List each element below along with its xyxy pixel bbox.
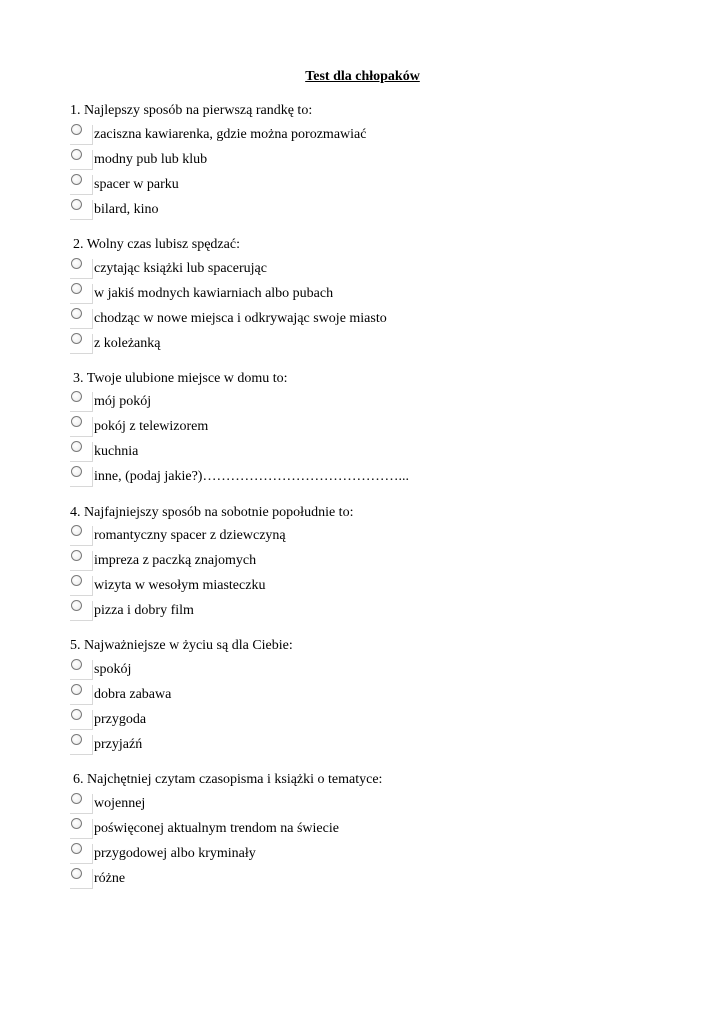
radio-button-icon[interactable] bbox=[70, 390, 92, 412]
option-label: przyjaźń bbox=[94, 737, 143, 752]
option-label: spokój bbox=[94, 662, 132, 677]
q1-option-4[interactable] bbox=[70, 196, 670, 220]
option-label: romantyczny spacer z dziewczyną bbox=[94, 528, 286, 543]
option-label: impreza z paczką znajomych bbox=[94, 553, 257, 568]
radio-button-icon[interactable] bbox=[70, 708, 92, 730]
option-label: różne bbox=[94, 871, 126, 886]
q2-option-4[interactable] bbox=[70, 330, 670, 354]
q2-option-2[interactable] bbox=[70, 280, 670, 304]
q6-option-2[interactable] bbox=[70, 815, 670, 839]
radio-button-icon[interactable] bbox=[70, 307, 92, 329]
radio-button-icon[interactable] bbox=[70, 867, 92, 889]
q6-option-4[interactable] bbox=[70, 865, 670, 889]
radio-button-icon[interactable] bbox=[70, 332, 92, 354]
question-1-text: 1. Najlepszy sposób na pierwszą randkę to: bbox=[70, 103, 313, 118]
question-3-text: 3. Twoje ulubione miejsce w domu to: bbox=[73, 371, 288, 386]
q4-option-3[interactable] bbox=[70, 572, 670, 596]
radio-button-icon[interactable] bbox=[70, 574, 92, 596]
q5-option-3[interactable] bbox=[70, 706, 670, 730]
q4-option-4[interactable] bbox=[70, 597, 670, 621]
question-5-text: 5. Najważniejsze w życiu są dla Ciebie: bbox=[70, 638, 293, 653]
radio-button-icon[interactable] bbox=[70, 524, 92, 546]
radio-button-icon[interactable] bbox=[70, 123, 92, 145]
option-label: inne, (podaj jakie?)……………………………………... bbox=[94, 469, 409, 484]
q1-option-3[interactable] bbox=[70, 171, 670, 195]
radio-button-icon[interactable] bbox=[70, 842, 92, 864]
radio-button-icon[interactable] bbox=[70, 198, 92, 220]
radio-button-icon[interactable] bbox=[70, 257, 92, 279]
page-title: Test dla chłopaków bbox=[305, 69, 420, 84]
question-2-text: 2. Wolny czas lubisz spędzać: bbox=[73, 237, 240, 252]
option-label: chodząc w nowe miejsca i odkrywając swoje miasto bbox=[94, 311, 387, 326]
option-label: kuchnia bbox=[94, 444, 139, 459]
q2-option-1[interactable] bbox=[70, 255, 670, 279]
option-label: czytając książki lub spacerując bbox=[94, 261, 267, 276]
q6-option-3[interactable] bbox=[70, 840, 670, 864]
option-label: mój pokój bbox=[94, 394, 152, 409]
radio-button-icon[interactable] bbox=[70, 465, 92, 487]
option-label: pokój z telewizorem bbox=[94, 419, 209, 434]
q4-option-2[interactable] bbox=[70, 547, 670, 571]
option-label: zaciszna kawiarenka, gdzie można porozmawiać bbox=[94, 127, 367, 142]
option-label: wojennej bbox=[94, 796, 146, 811]
option-label: z koleżanką bbox=[94, 336, 161, 351]
option-label: dobra zabawa bbox=[94, 687, 172, 702]
radio-button-icon[interactable] bbox=[70, 792, 92, 814]
radio-button-icon[interactable] bbox=[70, 173, 92, 195]
radio-button-icon[interactable] bbox=[70, 415, 92, 437]
option-label: przygoda bbox=[94, 712, 147, 727]
q2-option-3[interactable] bbox=[70, 305, 670, 329]
option-label: w jakiś modnych kawiarniach albo pubach bbox=[94, 286, 334, 301]
option-label: wizyta w wesołym miasteczku bbox=[94, 578, 266, 593]
question-4-text: 4. Najfajniejszy sposób na sobotnie popołudnie to: bbox=[70, 505, 354, 520]
q3-option-4[interactable] bbox=[70, 463, 670, 487]
radio-button-icon[interactable] bbox=[70, 817, 92, 839]
radio-button-icon[interactable] bbox=[70, 733, 92, 755]
q3-option-3[interactable] bbox=[70, 438, 670, 462]
option-label: modny pub lub klub bbox=[94, 152, 208, 167]
radio-button-icon[interactable] bbox=[70, 658, 92, 680]
radio-button-icon[interactable] bbox=[70, 549, 92, 571]
q5-option-2[interactable] bbox=[70, 681, 670, 705]
q3-option-2[interactable] bbox=[70, 413, 670, 437]
q1-option-1[interactable] bbox=[70, 121, 670, 145]
radio-button-icon[interactable] bbox=[70, 440, 92, 462]
radio-button-icon[interactable] bbox=[70, 599, 92, 621]
q1-option-2[interactable] bbox=[70, 146, 670, 170]
radio-button-icon[interactable] bbox=[70, 683, 92, 705]
question-6-text: 6. Najchętniej czytam czasopisma i książki o tematyce: bbox=[73, 772, 383, 787]
q6-option-1[interactable] bbox=[70, 790, 670, 814]
q4-option-1[interactable] bbox=[70, 522, 670, 546]
q5-option-4[interactable] bbox=[70, 731, 670, 755]
option-label: spacer w parku bbox=[94, 177, 179, 192]
option-label: poświęconej aktualnym trendom na świecie bbox=[94, 821, 339, 836]
option-label: bilard, kino bbox=[94, 202, 159, 217]
radio-button-icon[interactable] bbox=[70, 282, 92, 304]
radio-button-icon[interactable] bbox=[70, 148, 92, 170]
q5-option-1[interactable] bbox=[70, 656, 670, 680]
option-label: pizza i dobry film bbox=[94, 603, 194, 618]
q3-option-1[interactable] bbox=[70, 388, 670, 412]
option-label: przygodowej albo kryminały bbox=[94, 846, 256, 861]
